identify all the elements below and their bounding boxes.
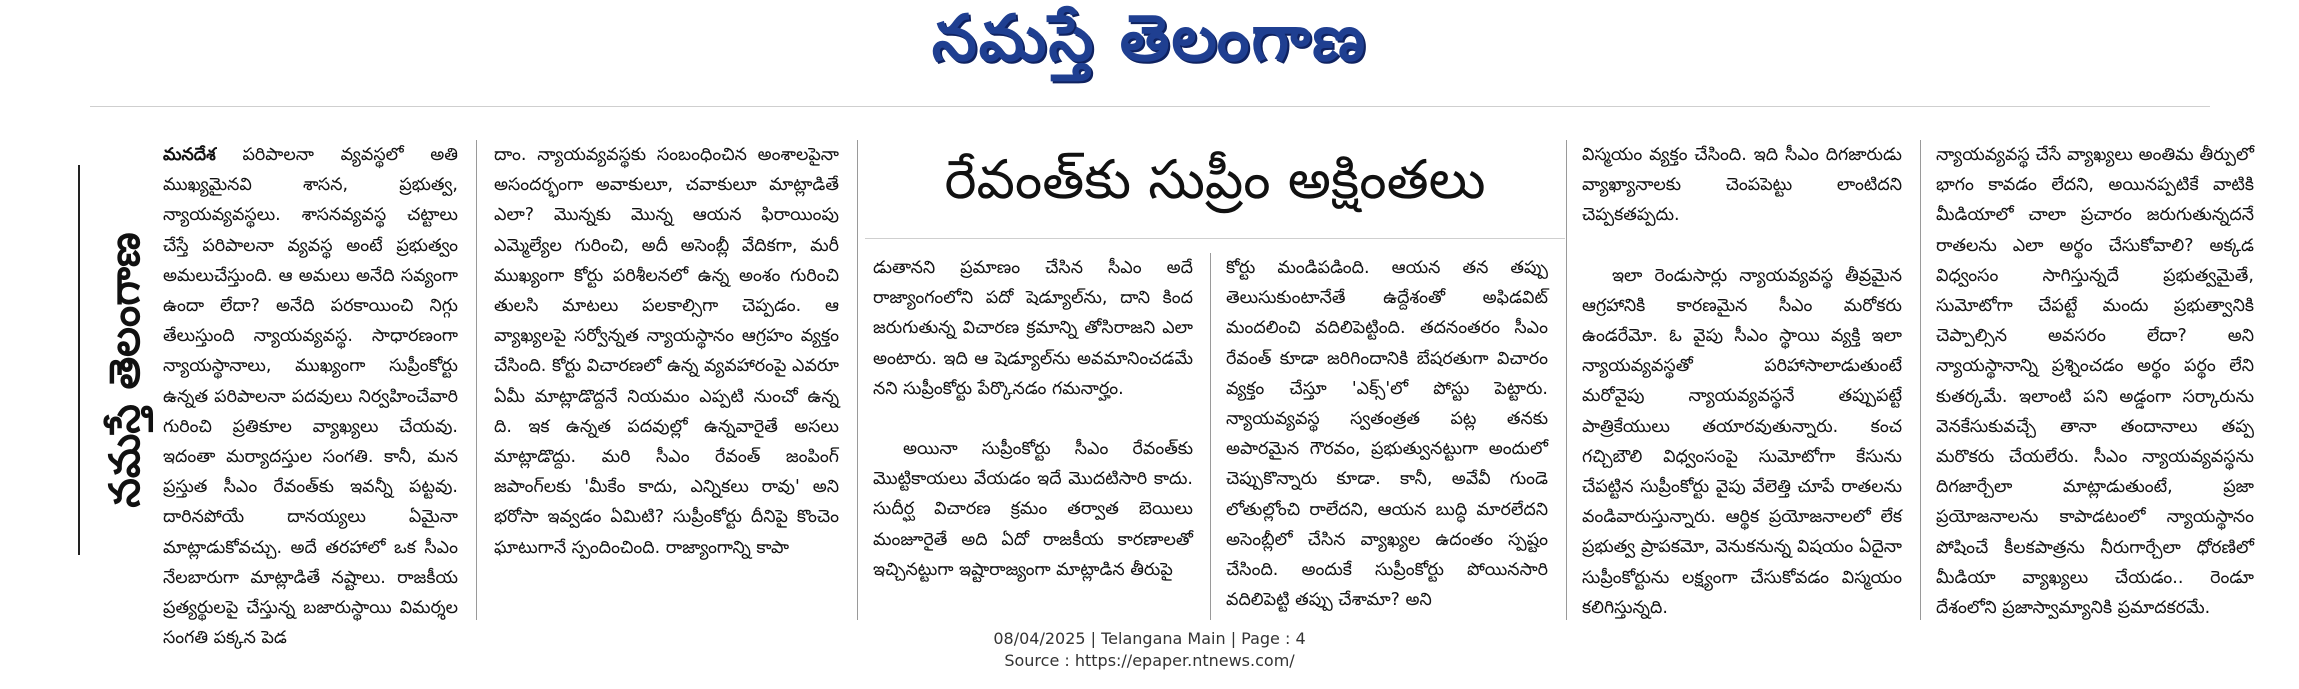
column-text: ఇలా రెండుసార్లు న్యాయవ్యవస్థ తీవ్రమైన ఆగ్రహానికి కారణమైన సీఎం మరోకరు ఉండరేమో. ఓ వైపు సీఎం స్థాయి వ్యక్తి ఇలా న్యాయవ్యవస్థతో పరిహాసాలాడుతుంటే మరోవైపు న్యాయవ్యవస్థనే తప్పుపట్టే పాత్రికేయులు తయారవుతున్నారు. కంచ గచ్చిబౌలి విధ్వంసంపై సుమోటోగా కేసును చేపట్టిన సుప్రీంకోర్టు వైపు వేలెత్తి చూపే రాతలను వండివారుస్తున్నారు. ఆర్థిక ప్రయోజనాలలో లేక ప్రభుత్వ ప్రాపకమో, వెనుకనున్న విషయం ఏదైనా సుప్రీంకోర్టును లక్ష్యంగా చేసుకోవడం విస్మయం కలిగిస్తున్నది. <box>1582 265 1902 618</box>
column-text: పరిపాలనా వ్యవస్థలో అతి ముఖ్యమైనవి శాసన, ప్రభుత్వ, న్యాయవ్యవస్థలు. శాసనవ్యవస్థ చట్టాలు చేస్తే పరిపాలనా వ్యవస్థ అంటే ప్రభుత్వం అమలుచేస్తుంది. ఆ అమలు అనేది సవ్యంగా ఉందా లేదా? అనేది పరకాయించి నిగ్గు తేలుస్తుంది న్యాయవ్యవస్థ. సాధారణంగా న్యాయస్థానాలు, ముఖ్యంగా సుప్రీంకోర్టు ఉన్నత పరిపాలనా పదవులు నిర్వహించేవారి గురించి ప్రతికూల వ్యాఖ్యలు చేయవు. ఇదంతా మర్యాదస్తుల సంగతి. కానీ, మన ప్రస్తుత సీఎం రేవంత్‌కు ఇవన్నీ పట్టవు. దారినపోయే దానయ్యలు ఏమైనా మాట్లాడుకోవచ్చు. అదే తరహాలో ఒక సీఎం నేలబారుగా మాట్లాడితే నష్టాలు. రాజకీయ ప్రత్యర్థులపై చేస్తున్న బజారుస్థాయి విమర్శల సంగతి పక్కన పెడ <box>163 145 458 649</box>
article-column-1 <box>163 140 458 649</box>
article-column-4 <box>1226 253 1548 615</box>
lead-word: మనదేశ <box>163 145 216 165</box>
headline: రేవంత్‌కు సుప్రీం అక్షింతలు <box>944 148 1486 211</box>
column-text: విస్మయం వ్యక్తం చేసింది. ఇది సీఎం దిగజారుడు వ్యాఖ్యానాలకు చెంపపెట్టు లాంటిదని చెప్పకతప్పదు. <box>1582 145 1902 226</box>
column-divider <box>857 140 858 620</box>
column-divider <box>1566 140 1567 620</box>
column-divider <box>1920 140 1921 620</box>
column-text: న్యాయవ్యవస్థ చేసే వ్యాఖ్యలు అంతిమ తీర్పులో భాగం కావడం లేదని, అయినప్పటికే వాటికి మీడియాలో చాలా ప్రచారం జరుగుతున్నదనే రాతలను ఎలా అర్థం చేసుకోవాలి? అక్కడ విధ్వంసం సాగిస్తున్నదే ప్రభుత్వమైతే, సుమోటోగా చేపట్టే మందు ప్రభుత్వానికి చెప్పాల్సిన అవసరం లేదా? అని న్యాయస్థానాన్ని ప్రశ్నించడం అర్థం పర్థం లేని కుతర్కమే. ఇలాంటి పని అడ్డంగా సర్కారును వెనకేసుకువచ్చే తానా తందానాలు తప్ప మరొకరు చేయలేరు. సీఎం న్యాయవ్యవస్థను దిగజార్చేలా మాట్లాడుతుంటే, ప్రజా ప్రయోజనాలను కాపాడటంలో న్యాయస్థానం పోషించే కీలకపాత్రను నీరుగార్చేలా ధోరణిలో మీడియా వ్యాఖ్యలు చేయడం.. రెండూ దేశంలోని ప్రజాస్వామ్యానికి ప్రమాదకరమే. <box>1936 145 2254 619</box>
column-text: దాం. న్యాయవ్యవస్థకు సంబంధించిన అంశాలపైనా అసందర్భంగా అవాకులూ, చవాకులూ మాట్లాడితే ఎలా? మొన్నకు మొన్న ఆయన ఫిరాయింపు ఎమ్మెల్యేల గురించి, అదీ అసెంబ్లీ వేదికగా, మరీ ముఖ్యంగా కోర్టు పరిశీలనలో ఉన్న అంశం గురించి తులసి మాటలు పలకాల్సిగా చెప్పడం. ఆ వ్యాఖ్యలపై సర్వోన్నత న్యాయస్థానం ఆగ్రహం వ్యక్తం చేసింది. కోర్టు విచారణలో ఉన్న వ్యవహారంపై ఎవరూ ఏమీ మాట్లాడొద్దనే నియమం ఎప్పటి నుంచో ఉన్న ది. ఇక ఉన్నత పదవుల్లో ఉన్నవారైతే అసలు మాట్లాడొద్దు. మరి సీఎం రేవంత్ జంపింగ్ జపాంగ్‌లకు 'మీకేం కాదు, ఎన్నికలు రావు' అని భరోసా ఇవ్వడం ఏమిటి? సుప్రీంకోర్టు దీనిపై కొంచెం ఘాటుగానే స్పందించింది. రాజ్యాంగాన్ని కాపా <box>494 145 839 558</box>
column-text: అయినా సుప్రీంకోర్టు సీఎం రేవంత్‌కు మొట్టికాయలు వేయడం ఇదే మొదటిసారి కాదు. సుదీర్ఘ విచారణ క్రమం తర్వాత బెయిలు మంజూరైతే అది ఏదో రాజకీయ కారణాలతో ఇచ్చినట్టుగా ఇష్టారాజ్యంగా మాట్లాడిన తీరుపై <box>873 439 1193 580</box>
article-column-3 <box>873 253 1193 615</box>
headline-divider <box>865 238 1565 239</box>
page-footer <box>0 628 2299 672</box>
article-column-6 <box>1936 140 2254 619</box>
article-column-2 <box>494 140 839 615</box>
column-text: డుతానని ప్రమాణం చేసిన సీఎం అదే రాజ్యాంగంలోని పదో షెడ్యూల్‌ను, దాని కింద జరుగుతున్న విచారణ క్రమాన్ని తోసిరాజని ఎలా అంటారు. ఇది ఆ షెడ్యూల్‌ను అవమానించడమే నని సుప్రీంకోర్టు పేర్కొనడం గమనార్హం. <box>873 258 1193 399</box>
masthead <box>0 0 2299 100</box>
article-paragraph <box>163 140 458 653</box>
column-divider <box>476 140 477 620</box>
footer-date-line: 08/04/2025 | Telangana Main | Page : 4 <box>993 629 1306 648</box>
column-text: కోర్టు మండిపడింది. ఆయన తన తప్పు తెలుసుకుంటానేతే ఉద్దేశంతో అఫిడవిట్ మందలించి వదిలిపెట్టింది. తదనంతరం సీఎం రేవంత్ కూడా జరిగిందానికి బేషరతుగా విచారం వ్యక్తం చేస్తూ 'ఎక్స్'లో పోస్టు పెట్టారు. న్యాయవ్యవస్థ స్వతంత్రత పట్ల తనకు అపారమైన గౌరవం, ప్రభుత్వునట్టుగా అందులో చెప్పుకొన్నారు కూడా. కానీ, అవేవీ గుండె లోతుల్లోంచి రాలేదని, ఆయన బుద్ధి మారలేదని అసెంబ్లీలో చేసిన వ్యాఖ్యల ఉదంతం స్పష్టం చేసింది. అందుకే సుప్రీంకోర్టు పోయినసారి వదిలిపెట్టి తప్పు చేశామా? అని <box>1226 258 1548 611</box>
side-logo <box>78 165 160 555</box>
footer-source-line: Source : https://epaper.ntnews.com/ <box>1004 651 1295 670</box>
masthead-divider <box>90 106 2210 107</box>
column-divider <box>1210 253 1211 620</box>
side-logo-text: నమస్తే తెలంగాణ <box>100 232 149 508</box>
article-column-5 <box>1582 140 1902 618</box>
masthead-logo: నమస్తే తెలంగాణ <box>931 2 1368 76</box>
